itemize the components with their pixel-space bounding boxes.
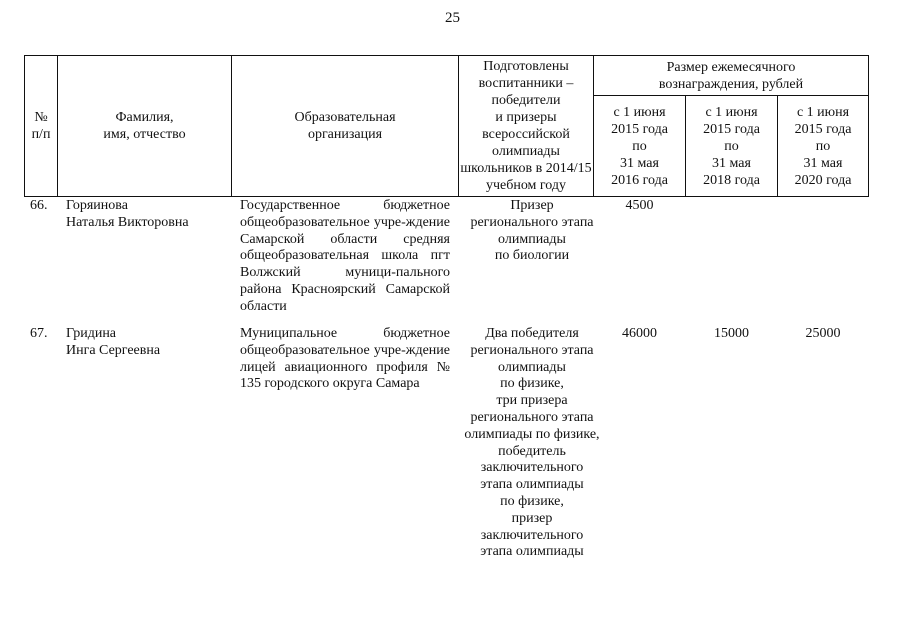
amount-2016: 46000: [622, 326, 657, 341]
row-number: 67.: [30, 326, 48, 341]
person-name: Горяинова Наталья Викторовна: [66, 198, 189, 230]
header-period-2020: с 1 июня 2015 года по 31 мая 2020 года: [794, 104, 852, 188]
header-award-group: Размер ежемесячного вознаграждения, рублей: [658, 59, 804, 92]
amount-2020: 25000: [805, 326, 841, 341]
header-period-2018: с 1 июня 2015 года по 31 мая 2018 года: [703, 104, 760, 188]
row-number: 66.: [30, 198, 48, 213]
header-organization: Образовательная организация: [294, 110, 396, 142]
achievement: Два победителя регионального этапа олимпиады по физике, три призера регионального этапа олимпиады по физике, победитель заключительного этапа олимпиады по физике, призер заключительного этапа олимпиады: [464, 326, 600, 560]
table-header-grid: [24, 55, 869, 197]
page-number: 25: [445, 10, 460, 26]
header-name: Фамилия, имя, отчество: [103, 110, 186, 142]
amount-2016: 4500: [625, 198, 654, 213]
organization: Государственное бюджетное общеобразовательное учре-ждение Самарской области средняя общеобразовательная школа пгт Волжский муници-пального района Красноярский Самарской области: [240, 198, 450, 314]
person-name: Гридина Инга Сергеевна: [66, 326, 161, 358]
header-bottom-border: [24, 196, 869, 197]
achievement: Призер регионального этапа олимпиады по биологии: [470, 198, 594, 264]
header-period-2016: с 1 июня 2015 года по 31 мая 2016 года: [611, 104, 668, 188]
header-prepared: Подготовлены воспитанники – победители и призеры всероссийской олимпиады школьников в 2014/15 учебном году: [460, 59, 592, 193]
organization: Муниципальное бюджетное общеобразовательное учре-ждение лицей авиационного профиля № 135 городского округа Самара: [240, 326, 450, 392]
column-border: [868, 55, 869, 197]
header-num: № п/п: [31, 110, 51, 142]
amount-2018: 15000: [714, 326, 749, 341]
